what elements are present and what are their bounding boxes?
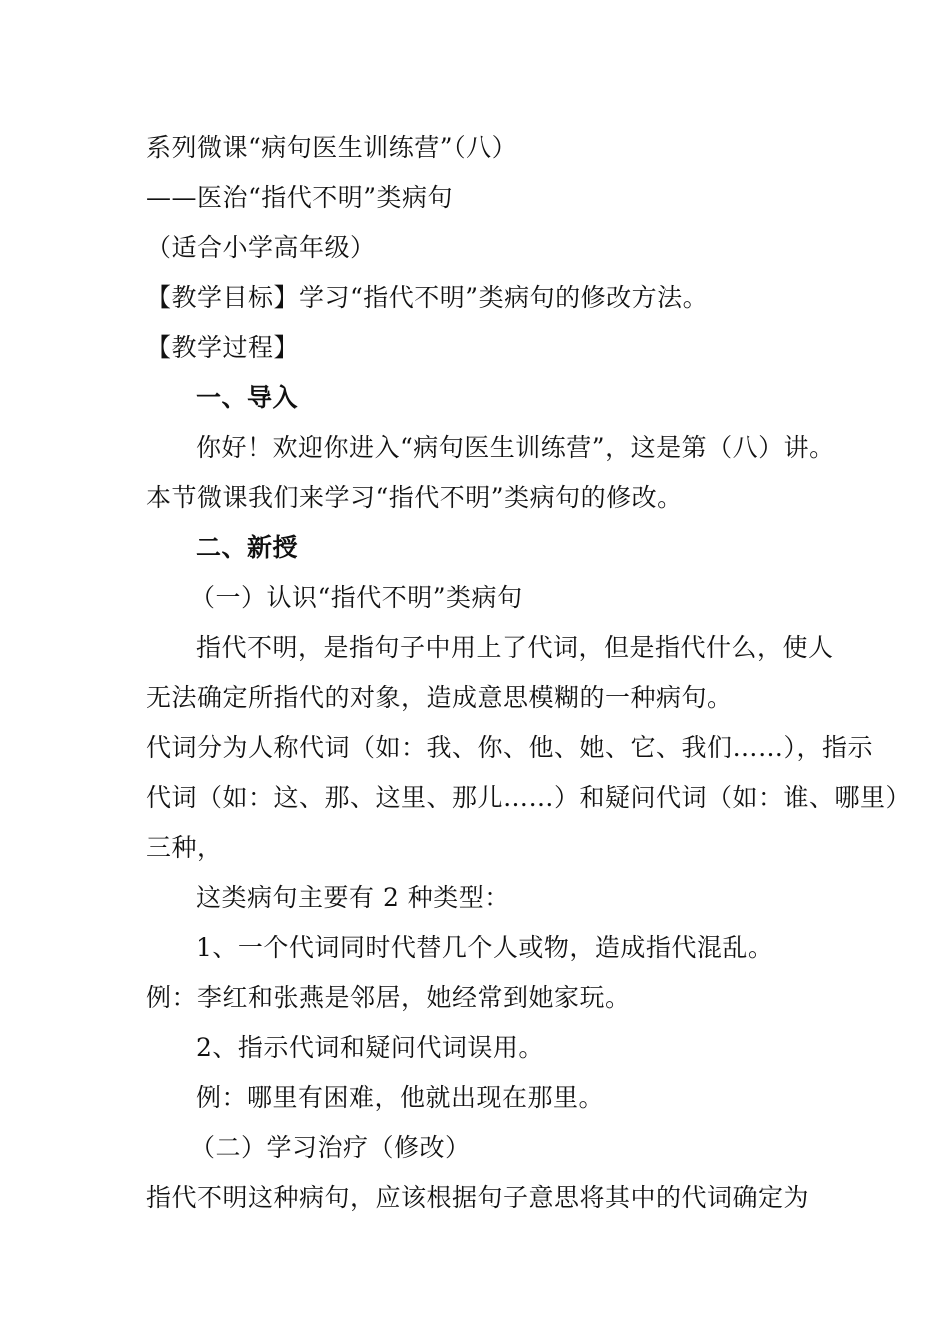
teaching-objective: 【教学目标】学习“指代不明”类病句的修改方法。 <box>146 283 709 312</box>
pronoun-types-line-2: 代词（如：这、那、这里、那儿……）和疑问代词（如：谁、哪里） <box>146 783 912 812</box>
subsection-recognize-heading: （一）认识“指代不明”类病句 <box>190 583 523 612</box>
grade-note: （适合小学高年级） <box>146 233 376 262</box>
type-2: 2、指示代词和疑问代词误用。 <box>196 1033 544 1062</box>
pronoun-types-line-3: 三种， <box>146 833 223 862</box>
teaching-process-heading: 【教学过程】 <box>146 333 300 362</box>
type-1: 1、一个代词同时代替几个人或物，造成指代混乱。 <box>196 933 774 962</box>
section-new-lesson-heading: 二、新授 <box>196 533 299 562</box>
document-subtitle: ——医治“指代不明”类病句 <box>146 183 454 212</box>
example-1: 例：李红和张燕是邻居，她经常到她家玩。 <box>146 983 631 1012</box>
definition-line-1: 指代不明，是指句子中用上了代词，但是指代什么，使人 <box>196 633 834 662</box>
intro-paragraph-line-1: 你好！欢迎你进入“病句医生训练营”，这是第（八）讲。 <box>196 433 835 462</box>
pronoun-types-line-1: 代词分为人称代词（如：我、你、他、她、它、我们……），指示 <box>146 733 874 762</box>
definition-line-2: 无法确定所指代的对象，造成意思模糊的一种病句。 <box>146 683 733 712</box>
document-title: 系列微课“病句医生训练营”（八） <box>146 133 518 162</box>
example-2: 例：哪里有困难，他就出现在那里。 <box>196 1083 605 1112</box>
treatment-line-1: 指代不明这种病句，应该根据句子意思将其中的代词确定为 <box>146 1183 810 1212</box>
intro-paragraph-line-2: 本节微课我们来学习“指代不明”类病句的修改。 <box>146 483 683 512</box>
section-intro-heading: 一、导入 <box>196 383 299 412</box>
types-intro: 这类病句主要有 2 种类型： <box>196 883 510 912</box>
subsection-treatment-heading: （二）学习治疗（修改） <box>190 1133 471 1162</box>
